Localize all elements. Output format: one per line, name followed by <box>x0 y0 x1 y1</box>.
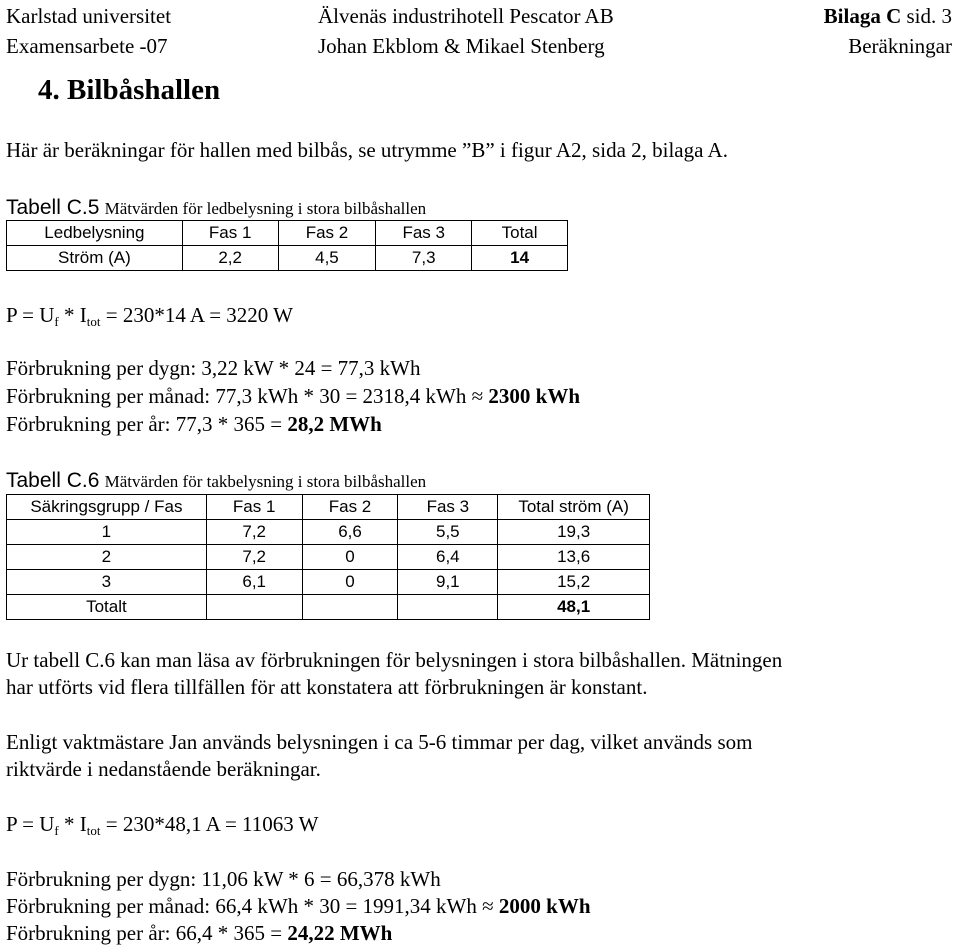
formula-part: = 230*48,1 A = 11063 W <box>100 812 319 836</box>
table-total-row <box>7 595 650 620</box>
table2-caption-text: Mätvärden för takbelysning i stora bilbåshallen <box>104 472 427 491</box>
table-cell-empty <box>398 595 498 620</box>
table-cell: 2 <box>7 545 207 570</box>
paragraph-2-line-1: Enligt vaktmästare Jan används belysningen i ca 5-6 timmar per dag, vilket används som <box>6 730 753 754</box>
consumption-day-1: Förbrukning per dygn: 3,22 kW * 24 = 77,3 kWh <box>6 356 421 380</box>
header-thesis: Examensarbete -07 <box>6 34 168 58</box>
formula-subscript: f <box>54 314 59 329</box>
table-cell-empty <box>302 595 398 620</box>
table-row <box>7 570 650 595</box>
table-ledbelysning <box>6 220 568 271</box>
header-university: Karlstad universitet <box>6 4 172 28</box>
formula-subscript: tot <box>86 823 101 838</box>
consumption-result: 2000 kWh <box>498 894 591 918</box>
formula-part: * I <box>58 303 87 327</box>
header-appendix <box>824 6 952 27</box>
consumption-year-2 <box>6 923 392 944</box>
table-cell: Ström (A) <box>7 246 183 271</box>
table-header-row <box>7 221 568 246</box>
table-cell: 4,5 <box>278 246 376 271</box>
consumption-month-1 <box>6 386 580 407</box>
table-header-cell: Fas 1 <box>182 221 278 246</box>
table-cell: 19,3 <box>498 520 650 545</box>
table-header-cell: Total <box>472 221 568 246</box>
consumption-result: 28,2 MWh <box>287 412 382 436</box>
table-header-cell: Fas 3 <box>376 221 472 246</box>
consumption-text: Förbrukning per månad: 66,4 kWh * 30 = 1991,34 kWh ≈ <box>6 894 499 918</box>
table-cell: 6,1 <box>206 570 302 595</box>
header-company: Älvenäs industrihotell Pescator AB <box>318 4 614 28</box>
table-row <box>7 246 568 271</box>
paragraph-1-line-2: har utförts vid flera tillfällen för att konstatera att förbrukningen är konstant. <box>6 675 648 699</box>
table-header-cell: Total ström (A) <box>498 495 650 520</box>
paragraph-2-line-2: riktvärde i nedanstående beräkningar. <box>6 757 321 781</box>
header-authors: Johan Ekblom & Mikael Stenberg <box>318 34 605 58</box>
power-formula-1 <box>6 303 293 329</box>
table-cell-total: 14 <box>472 246 568 271</box>
consumption-month-2 <box>6 896 591 917</box>
formula-part: = 230*14 A = 3220 W <box>100 303 293 327</box>
section-title: 4. Bilbåshallen <box>38 74 221 106</box>
table-header-cell: Fas 1 <box>206 495 302 520</box>
table-cell: 13,6 <box>498 545 650 570</box>
consumption-text: Förbrukning per månad: 77,3 kWh * 30 = 2318,4 kWh ≈ <box>6 384 489 408</box>
table-cell: 15,2 <box>498 570 650 595</box>
consumption-result: 24,22 MWh <box>287 921 393 945</box>
table-cell: 9,1 <box>398 570 498 595</box>
table2-caption-label: Tabell C.6 <box>6 469 100 492</box>
table1-caption <box>6 197 426 218</box>
table2-caption <box>6 470 426 491</box>
table-cell: 2,2 <box>182 246 278 271</box>
table-header-cell: Säkringsgrupp / Fas <box>7 495 207 520</box>
table-row <box>7 520 650 545</box>
header-appendix-label: Bilaga C <box>823 4 902 28</box>
table-cell: 0 <box>302 570 398 595</box>
table-header-cell: Fas 2 <box>278 221 376 246</box>
table1-caption-label: Tabell C.5 <box>6 196 100 219</box>
table-cell: 5,5 <box>398 520 498 545</box>
table-cell: 0 <box>302 545 398 570</box>
table-cell: 1 <box>7 520 207 545</box>
table-cell: 6,6 <box>302 520 398 545</box>
table-cell: 3 <box>7 570 207 595</box>
consumption-day-2: Förbrukning per dygn: 11,06 kW * 6 = 66,378 kWh <box>6 867 441 891</box>
table-total-label: Totalt <box>7 595 207 620</box>
consumption-year-1 <box>6 414 382 435</box>
header-section: Beräkningar <box>848 34 952 58</box>
table-cell: 7,3 <box>376 246 472 271</box>
consumption-result: 2300 kWh <box>488 384 580 408</box>
header-page: sid. 3 <box>901 4 952 28</box>
table-cell: 7,2 <box>206 520 302 545</box>
formula-part: P = U <box>6 812 55 836</box>
formula-subscript: f <box>54 823 59 838</box>
consumption-text: Förbrukning per år: 77,3 * 365 = <box>6 412 288 436</box>
table-cell: 7,2 <box>206 545 302 570</box>
table-cell: 6,4 <box>398 545 498 570</box>
table-cell-empty <box>206 595 302 620</box>
table-row <box>7 545 650 570</box>
power-formula-2 <box>6 812 319 838</box>
table-header-cell: Fas 3 <box>398 495 498 520</box>
table-header-cell: Fas 2 <box>302 495 398 520</box>
intro-text: Här är beräkningar för hallen med bilbås, se utrymme ”B” i figur A2, sida 2, bilaga A. <box>6 138 728 162</box>
paragraph-1-line-1: Ur tabell C.6 kan man läsa av förbrukningen för belysningen i stora bilbåshallen. Mätningen <box>6 648 783 672</box>
formula-part: P = U <box>6 303 55 327</box>
table-takbelysning <box>6 494 650 620</box>
formula-part: * I <box>58 812 87 836</box>
table1-caption-text: Mätvärden för ledbelysning i stora bilbåshallen <box>104 199 427 218</box>
table-total-value: 48,1 <box>498 595 650 620</box>
consumption-text: Förbrukning per år: 66,4 * 365 = <box>6 921 288 945</box>
table-header-cell: Ledbelysning <box>7 221 183 246</box>
table-header-row <box>7 495 650 520</box>
formula-subscript: tot <box>86 314 101 329</box>
